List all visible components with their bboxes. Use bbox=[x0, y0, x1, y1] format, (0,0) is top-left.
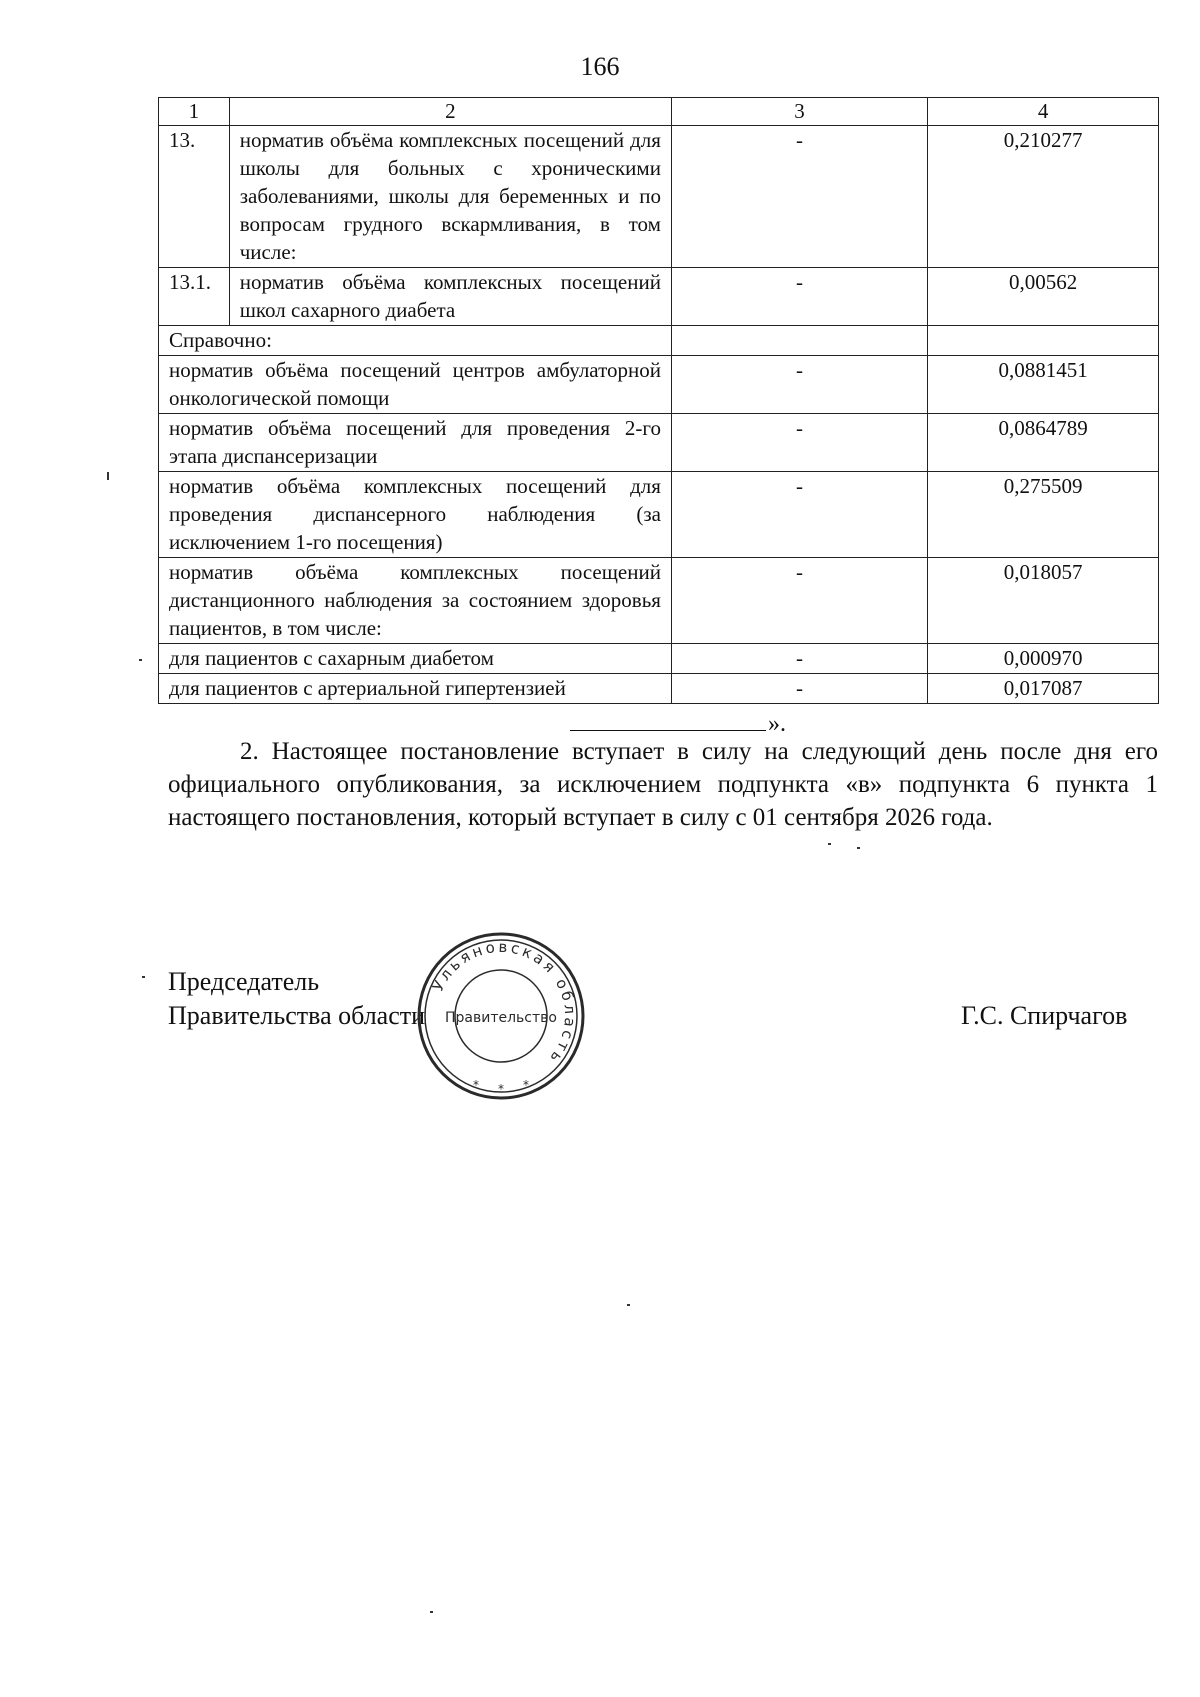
scan-speck bbox=[142, 976, 145, 978]
scan-speck bbox=[857, 847, 860, 849]
row-value: 0,0881451 bbox=[928, 356, 1159, 414]
signatory-name: Г.С. Спирчагов bbox=[961, 1001, 1128, 1030]
row-description: для пациентов с сахарным диабетом bbox=[159, 644, 672, 674]
empty-cell bbox=[671, 326, 927, 356]
table-header-row bbox=[159, 98, 1159, 126]
paragraph-text: 2. Настоящее постановление вступает в силу на следующий день после дня его официального опубликования, за исключением подпункта «в» подпункта 6 пункта 1 настоящего постановления, который вступает в силу с 01 сентября 2026 года. bbox=[168, 738, 1158, 831]
page-number: 166 bbox=[580, 52, 620, 81]
standards-table bbox=[158, 97, 1159, 704]
row-description: норматив объёма посещений центров амбулаторной онкологической помощи bbox=[159, 356, 672, 414]
row-description: норматив объёма комплексных посещений для школы для больных с хроническими заболеваниями, школы для беременных и по вопросам грудного вскармливания, в том числе: bbox=[229, 126, 671, 268]
row-col3: - bbox=[671, 356, 927, 414]
scan-speck bbox=[828, 843, 831, 845]
table-row bbox=[159, 472, 1159, 558]
closing-underline bbox=[570, 710, 766, 731]
empty-cell bbox=[928, 326, 1159, 356]
table-row bbox=[159, 558, 1159, 644]
row-value: 0,017087 bbox=[928, 674, 1159, 704]
column-header-3: 3 bbox=[671, 98, 927, 126]
row-col3: - bbox=[671, 644, 927, 674]
row-description: для пациентов с артериальной гипертензией bbox=[159, 674, 672, 704]
scan-speck bbox=[107, 472, 109, 480]
row-col3: - bbox=[671, 126, 927, 268]
row-col3: - bbox=[671, 558, 927, 644]
table-row bbox=[159, 126, 1159, 268]
stamp-star-icon: * bbox=[473, 1078, 479, 1092]
scan-speck bbox=[430, 1611, 433, 1613]
row-col3: - bbox=[671, 472, 927, 558]
row-number: 13.1. bbox=[159, 268, 230, 326]
table-row bbox=[159, 268, 1159, 326]
signatory-title bbox=[168, 965, 425, 1033]
column-header-1: 1 bbox=[159, 98, 230, 126]
row-description: норматив объёма посещений для проведения 2-го этапа диспансеризации bbox=[159, 414, 672, 472]
row-value: 0,210277 bbox=[928, 126, 1159, 268]
stamp-center-text: Правительство bbox=[445, 1010, 557, 1026]
row-col3: - bbox=[671, 674, 927, 704]
stamp-star-icon: * bbox=[523, 1078, 529, 1092]
signatory-title-line1: Председатель bbox=[168, 967, 320, 996]
row-value: 0,275509 bbox=[928, 472, 1159, 558]
column-header-2: 2 bbox=[229, 98, 671, 126]
row-number: 13. bbox=[159, 126, 230, 268]
paragraph-effective-date bbox=[168, 735, 1158, 834]
stamp-ring-text: Ульяновская область bbox=[428, 937, 580, 1069]
scan-speck bbox=[139, 659, 142, 661]
row-value: 0,0864789 bbox=[928, 414, 1159, 472]
closing-mark bbox=[570, 710, 786, 738]
table-row bbox=[159, 356, 1159, 414]
column-header-4: 4 bbox=[928, 98, 1159, 126]
row-value: 0,018057 bbox=[928, 558, 1159, 644]
closing-quote: ». bbox=[768, 711, 786, 737]
official-stamp bbox=[413, 931, 589, 1101]
row-description: норматив объёма комплексных посещений школ сахарного диабета bbox=[229, 268, 671, 326]
scan-speck bbox=[627, 1304, 630, 1306]
row-col3: - bbox=[671, 268, 927, 326]
row-col3: - bbox=[671, 414, 927, 472]
row-description: норматив объёма комплексных посещений для проведения диспансерного наблюдения (за исключением 1-го посещения) bbox=[159, 472, 672, 558]
table-row bbox=[159, 674, 1159, 704]
signatory-title-line2: Правительства области bbox=[168, 1001, 426, 1030]
row-description: норматив объёма комплексных посещений дистанционного наблюдения за состоянием здоровья пациентов, в том числе: bbox=[159, 558, 672, 644]
reference-label: Справочно: bbox=[159, 326, 672, 356]
table-row bbox=[159, 414, 1159, 472]
row-value: 0,000970 bbox=[928, 644, 1159, 674]
table-row bbox=[159, 644, 1159, 674]
row-value: 0,00562 bbox=[928, 268, 1159, 326]
table-row-reference-label bbox=[159, 326, 1159, 356]
stamp-star-icon: * bbox=[498, 1082, 504, 1096]
